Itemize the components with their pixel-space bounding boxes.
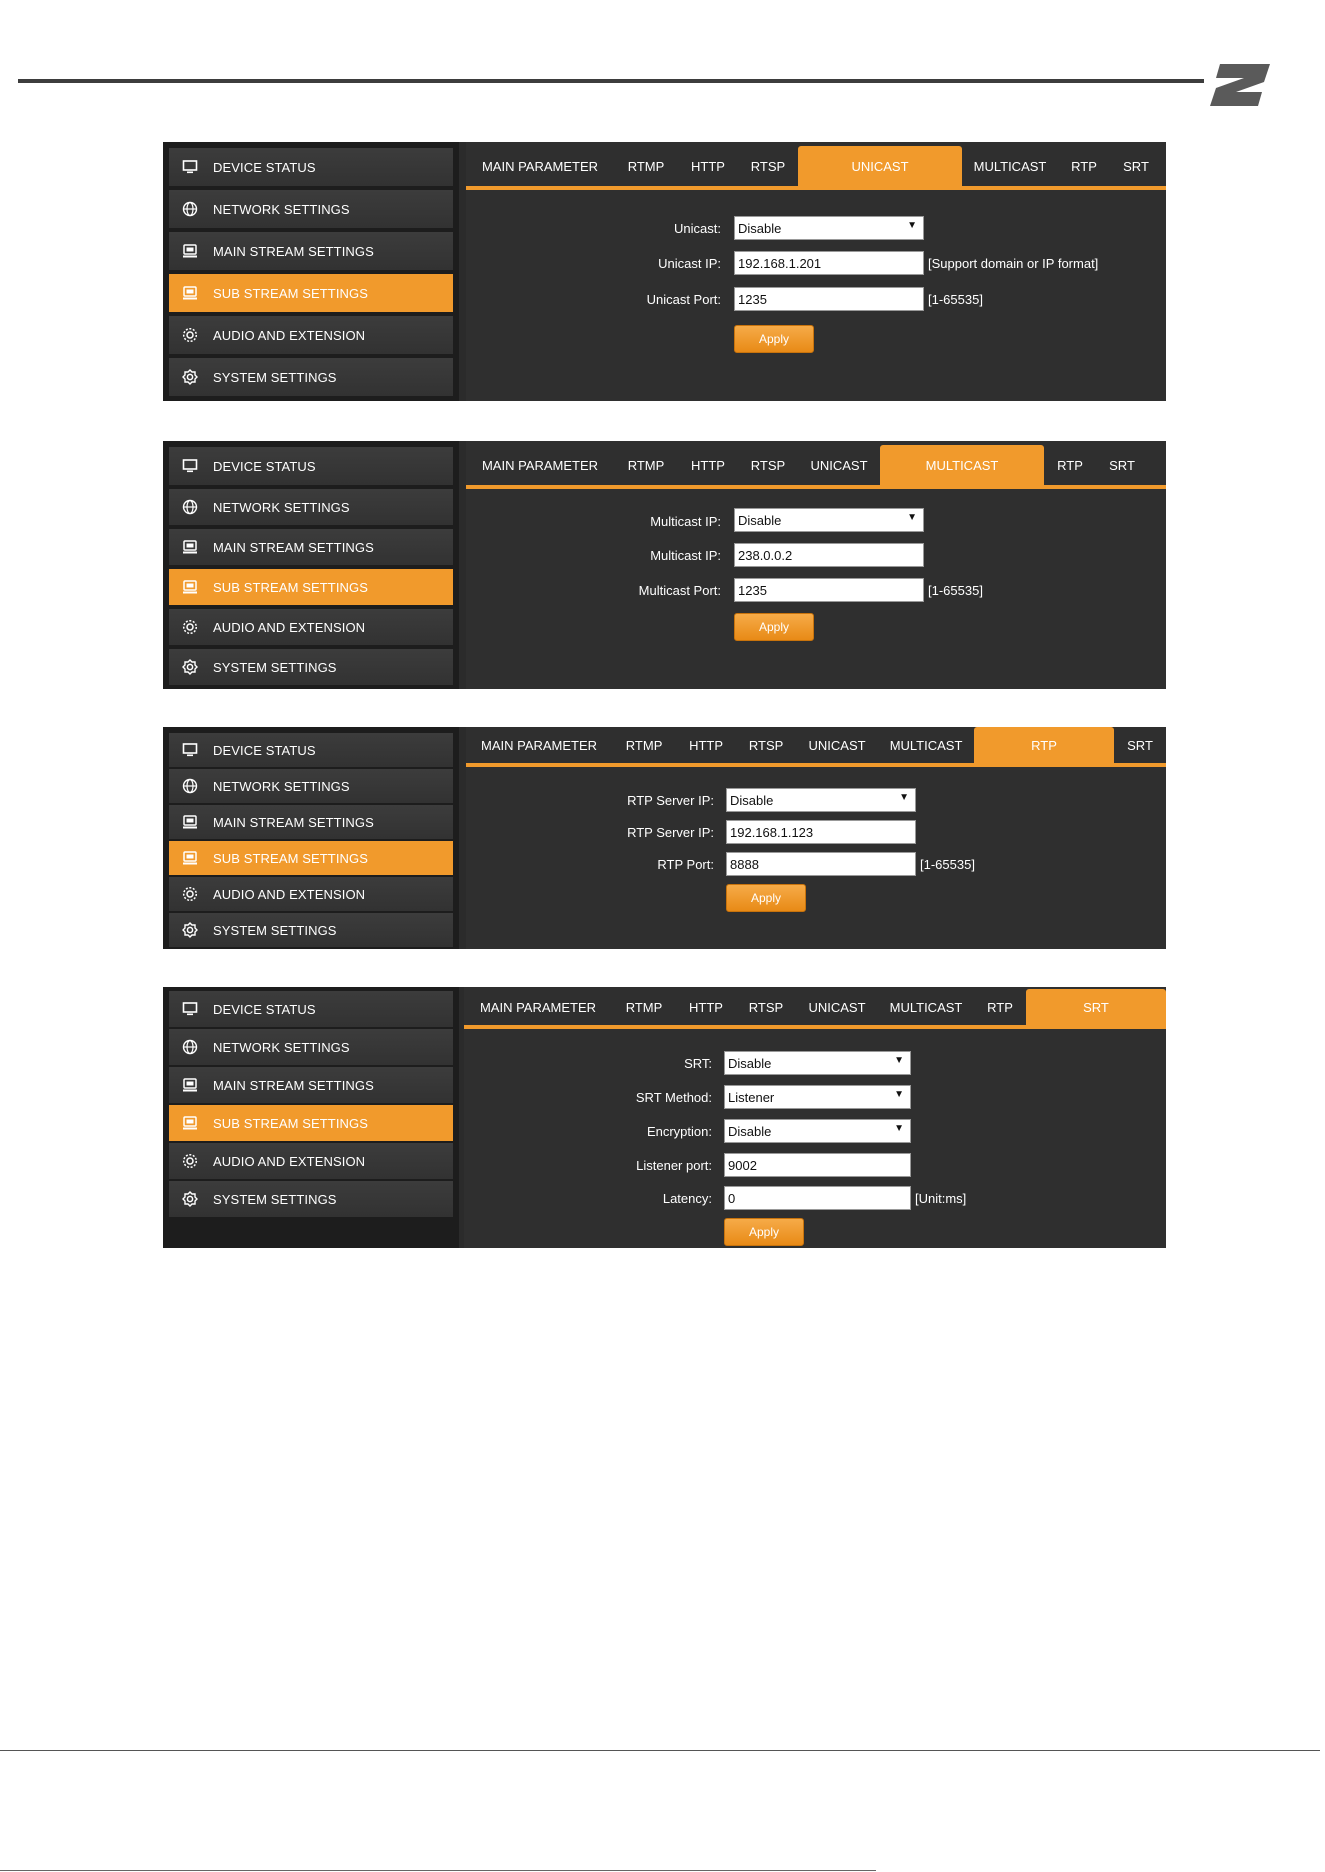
sidebar-item-label: NETWORK SETTINGS — [213, 1039, 350, 1055]
sidebar-item-label: SUB STREAM SETTINGS — [213, 850, 369, 866]
tab-unicast[interactable]: UNICAST — [808, 737, 866, 753]
sidebar-item-device-status[interactable] — [169, 447, 453, 485]
gear-icon — [181, 921, 199, 939]
footer-rule-bottom — [0, 1870, 876, 1871]
rtp-panel — [163, 727, 1166, 949]
sidebar-item-label: AUDIO AND EXTENSION — [213, 1153, 366, 1169]
sidebar-item-system-settings[interactable] — [169, 1181, 453, 1217]
dropdown-arrow-icon: ▼ — [894, 1055, 904, 1066]
stream-icon — [181, 578, 199, 596]
sidebar-item-label: NETWORK SETTINGS — [213, 499, 350, 515]
unicast-ip-label: Unicast IP: — [658, 256, 721, 271]
tab-http[interactable]: HTTP — [689, 737, 724, 753]
footer-rule — [0, 1750, 1320, 1751]
gear-icon — [181, 1190, 199, 1208]
sidebar-item-label: SUB STREAM SETTINGS — [213, 285, 369, 301]
audio-gear-icon — [181, 1152, 199, 1170]
sidebar-item-device-status[interactable] — [169, 148, 453, 186]
sidebar-item-device-status[interactable] — [169, 991, 453, 1027]
stream-icon — [181, 284, 199, 302]
content-area — [466, 441, 1166, 689]
unicast-select-value: Disable — [738, 220, 782, 236]
header-rule — [18, 79, 1204, 83]
listener-port-input[interactable]: 9002 — [724, 1153, 911, 1177]
tab-rtsp[interactable]: RTSP — [750, 158, 786, 174]
monitor-icon — [181, 457, 199, 475]
sidebar-item-label: MAIN STREAM SETTINGS — [213, 814, 374, 830]
tab-rtp[interactable]: RTP — [1071, 158, 1097, 174]
encryption-value: Disable — [728, 1123, 772, 1139]
tab-srt[interactable]: SRT — [1026, 989, 1166, 1025]
apply-button[interactable]: Apply — [726, 884, 806, 912]
globe-icon — [181, 498, 199, 516]
sidebar — [163, 987, 459, 1248]
sidebar-item-label: SYSTEM SETTINGS — [213, 922, 337, 938]
tab-bar — [466, 727, 1166, 767]
sidebar-item-label: DEVICE STATUS — [213, 1001, 316, 1017]
stream-icon — [181, 813, 199, 831]
rtp-server-ip-label: RTP Server IP: — [627, 793, 714, 808]
sidebar-item-main-stream-settings[interactable] — [169, 1067, 453, 1103]
sidebar-item-sub-stream-settings[interactable] — [169, 274, 453, 312]
sidebar-item-system-settings[interactable] — [169, 649, 453, 685]
dropdown-arrow-icon: ▼ — [907, 220, 917, 231]
tab-multicast[interactable]: MULTICAST — [880, 445, 1044, 485]
sidebar-item-label: SYSTEM SETTINGS — [213, 369, 337, 385]
tab-rtsp[interactable]: RTSP — [750, 457, 786, 473]
globe-icon — [181, 1038, 199, 1056]
audio-gear-icon — [181, 326, 199, 344]
srt-panel — [163, 987, 1166, 1248]
dropdown-arrow-icon: ▼ — [894, 1089, 904, 1100]
sidebar-item-label: AUDIO AND EXTENSION — [213, 886, 366, 902]
encryption-select[interactable] — [724, 1119, 911, 1143]
tab-unicast[interactable]: UNICAST — [808, 999, 866, 1015]
sidebar-item-sub-stream-settings[interactable] — [169, 841, 453, 875]
tab-bar — [466, 445, 1166, 489]
tab-rtp[interactable]: RTP — [987, 999, 1013, 1015]
content-area — [464, 987, 1166, 1248]
multicast-port-hint: [1-65535] — [928, 583, 983, 598]
sidebar-item-audio-and-extension[interactable] — [169, 1143, 453, 1179]
sidebar-item-label: DEVICE STATUS — [213, 742, 316, 758]
stream-icon — [181, 1114, 199, 1132]
unicast-port-input[interactable]: 1235 — [734, 287, 924, 311]
unicast-panel — [163, 142, 1166, 401]
sidebar-item-sub-stream-settings[interactable] — [169, 569, 453, 605]
monitor-icon — [181, 1000, 199, 1018]
tab-bar — [464, 989, 1166, 1029]
dropdown-arrow-icon: ▼ — [894, 1123, 904, 1134]
srt-method-label: SRT Method: — [635, 1090, 712, 1105]
sidebar-item-main-stream-settings[interactable] — [169, 232, 453, 270]
multicast-ip-label-2: Multicast IP: — [650, 548, 721, 563]
multicast-select-value: Disable — [738, 512, 782, 528]
tab-http[interactable]: HTTP — [689, 999, 723, 1015]
brand-logo-icon — [1206, 58, 1276, 112]
sidebar-item-audio-and-extension[interactable] — [169, 877, 453, 911]
encryption-label: Encryption: — [646, 1124, 712, 1139]
sidebar — [163, 441, 459, 689]
rtp-server-ip-label-2: RTP Server IP: — [627, 825, 714, 840]
latency-input[interactable]: 0 — [724, 1186, 911, 1210]
tab-rtp[interactable]: RTP — [1057, 457, 1083, 473]
stream-icon — [181, 1076, 199, 1094]
rtp-server-ip-input[interactable]: 192.168.1.123 — [726, 820, 916, 844]
stream-icon — [181, 849, 199, 867]
srt-method-select[interactable] — [724, 1085, 911, 1109]
gear-icon — [181, 368, 199, 386]
sidebar-item-label: MAIN STREAM SETTINGS — [213, 539, 374, 555]
tab-rtmp[interactable]: RTMP — [625, 737, 663, 753]
stream-icon — [181, 242, 199, 260]
tab-unicast[interactable]: UNICAST — [798, 146, 962, 186]
content-area — [466, 727, 1166, 949]
gear-icon — [181, 658, 199, 676]
unicast-label: Unicast: — [674, 221, 721, 236]
tab-rtsp[interactable]: RTSP — [748, 999, 784, 1015]
stream-icon — [181, 538, 199, 556]
unicast-ip-hint: [Support domain or IP format] — [928, 256, 1099, 271]
srt-method-value: Listener — [728, 1089, 775, 1105]
tab-srt[interactable]: SRT — [1127, 737, 1153, 753]
sidebar-item-network-settings[interactable] — [169, 190, 453, 228]
multicast-panel — [163, 441, 1166, 689]
tab-http[interactable]: HTTP — [691, 457, 725, 473]
rtp-select-value: Disable — [730, 792, 774, 808]
tab-rtmp[interactable]: RTMP — [627, 457, 665, 473]
sidebar-item-system-settings[interactable] — [169, 358, 453, 396]
tab-multicast[interactable]: MULTICAST — [973, 158, 1047, 174]
tab-srt[interactable]: SRT — [1123, 158, 1149, 174]
tab-http[interactable]: HTTP — [691, 158, 725, 174]
srt-select-value: Disable — [728, 1055, 772, 1071]
tab-rtmp[interactable]: RTMP — [625, 999, 663, 1015]
sidebar-item-label: DEVICE STATUS — [213, 159, 316, 175]
rtp-port-input[interactable]: 8888 — [726, 852, 916, 876]
sidebar-item-label: NETWORK SETTINGS — [213, 201, 350, 217]
sidebar-item-label: AUDIO AND EXTENSION — [213, 619, 366, 635]
sidebar-item-audio-and-extension[interactable] — [169, 609, 453, 645]
dropdown-arrow-icon: ▼ — [899, 792, 909, 803]
multicast-ip-input[interactable]: 238.0.0.2 — [734, 543, 924, 567]
content-area — [466, 142, 1166, 401]
sidebar-item-label: SYSTEM SETTINGS — [213, 659, 337, 675]
tab-unicast[interactable]: UNICAST — [810, 457, 868, 473]
monitor-icon — [181, 158, 199, 176]
audio-gear-icon — [181, 885, 199, 903]
tab-main-parameter[interactable]: MAIN PARAMETER — [481, 158, 599, 174]
unicast-ip-input[interactable]: 192.168.1.201 — [734, 251, 924, 275]
dropdown-arrow-icon: ▼ — [907, 512, 917, 523]
apply-button[interactable]: Apply — [734, 325, 814, 353]
audio-gear-icon — [181, 618, 199, 636]
unicast-port-label: Unicast Port: — [646, 292, 721, 307]
sidebar-item-label: MAIN STREAM SETTINGS — [213, 1077, 374, 1093]
tab-rtmp[interactable]: RTMP — [627, 158, 665, 174]
globe-icon — [181, 200, 199, 218]
latency-label: Latency: — [662, 1191, 712, 1206]
latency-hint: [Unit:ms] — [915, 1191, 967, 1206]
unicast-port-hint: [1-65535] — [928, 292, 983, 307]
multicast-ip-label: Multicast IP: — [650, 514, 721, 529]
tab-srt[interactable]: SRT — [1109, 457, 1135, 473]
sidebar-item-label: SUB STREAM SETTINGS — [213, 1115, 369, 1131]
multicast-port-label: Multicast Port: — [638, 583, 721, 598]
tab-main-parameter[interactable]: MAIN PARAMETER — [481, 457, 599, 473]
srt-label: SRT: — [684, 1056, 712, 1071]
sidebar — [163, 727, 459, 949]
sidebar-item-network-settings[interactable] — [169, 1029, 453, 1065]
multicast-select[interactable] — [734, 508, 924, 532]
globe-icon — [181, 777, 199, 795]
monitor-icon — [181, 741, 199, 759]
listener-port-label: Listener port: — [636, 1158, 712, 1173]
tab-rtsp[interactable]: RTSP — [748, 737, 784, 753]
sidebar-item-sub-stream-settings[interactable] — [169, 1105, 453, 1141]
unicast-select[interactable] — [734, 216, 924, 240]
apply-button[interactable]: Apply — [724, 1218, 804, 1246]
rtp-server-select[interactable] — [726, 788, 916, 812]
sidebar-item-main-stream-settings[interactable] — [169, 805, 453, 839]
sidebar-item-main-stream-settings[interactable] — [169, 529, 453, 565]
tab-main-parameter[interactable]: MAIN PARAMETER — [481, 737, 598, 753]
sidebar-item-audio-and-extension[interactable] — [169, 316, 453, 354]
apply-button[interactable]: Apply — [734, 613, 814, 641]
sidebar-item-label: MAIN STREAM SETTINGS — [213, 243, 374, 259]
rtp-port-hint: [1-65535] — [920, 857, 975, 872]
sidebar-item-network-settings[interactable] — [169, 489, 453, 525]
tab-bar — [466, 146, 1166, 190]
multicast-port-input[interactable]: 1235 — [734, 578, 924, 602]
sidebar-item-system-settings[interactable] — [169, 913, 453, 947]
tab-multicast[interactable]: MULTICAST — [889, 737, 963, 753]
sidebar — [163, 142, 459, 401]
srt-select[interactable] — [724, 1051, 911, 1075]
sidebar-item-label: SYSTEM SETTINGS — [213, 1191, 337, 1207]
sidebar-item-label: AUDIO AND EXTENSION — [213, 327, 366, 343]
sidebar-item-network-settings[interactable] — [169, 769, 453, 803]
tab-rtp[interactable]: RTP — [974, 727, 1114, 763]
sidebar-item-label: NETWORK SETTINGS — [213, 778, 350, 794]
sidebar-item-label: SUB STREAM SETTINGS — [213, 579, 369, 595]
tab-main-parameter[interactable]: MAIN PARAMETER — [479, 999, 597, 1015]
tab-multicast[interactable]: MULTICAST — [889, 999, 963, 1015]
sidebar-item-device-status[interactable] — [169, 733, 453, 767]
sidebar-item-label: DEVICE STATUS — [213, 458, 316, 474]
rtp-port-label: RTP Port: — [657, 857, 714, 872]
